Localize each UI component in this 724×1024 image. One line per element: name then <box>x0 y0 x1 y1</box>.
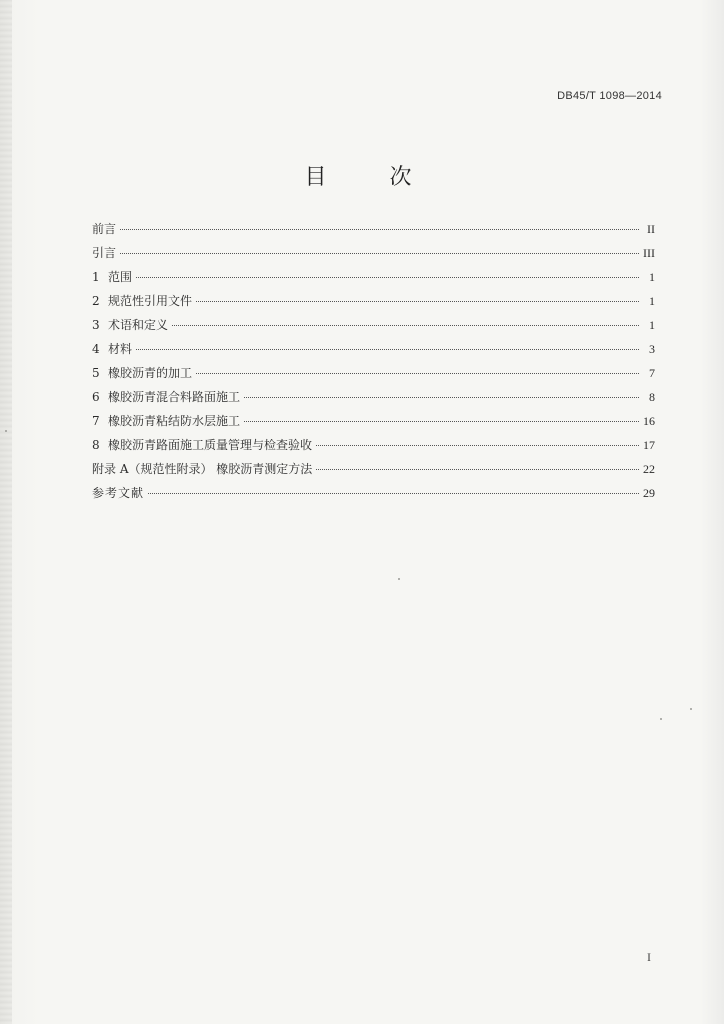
toc-dot-leader <box>136 349 639 350</box>
toc-entry-page: 22 <box>643 462 655 476</box>
scan-speck <box>690 708 692 710</box>
toc-entry-page: 1 <box>649 270 655 284</box>
toc-entry-number: 2 <box>92 294 100 308</box>
toc-entry-number: 8 <box>92 438 100 452</box>
toc-entry-label: 橡胶沥青粘结防水层施工 <box>108 414 241 428</box>
toc-dot-leader <box>316 445 639 446</box>
toc-entry-label: 前言 <box>92 222 117 236</box>
toc-entry[interactable] <box>92 268 655 292</box>
toc-entry-page: 29 <box>643 486 655 500</box>
page-number: I <box>647 950 651 964</box>
table-of-contents <box>92 220 655 508</box>
page-title: 目 次 <box>304 165 440 190</box>
toc-entry[interactable] <box>92 292 655 316</box>
toc-entry-label: 橡胶沥青路面施工质量管理与检查验收 <box>108 438 313 452</box>
toc-entry-page: III <box>643 246 655 260</box>
toc-entry-label: 附录 A（规范性附录） 橡胶沥青测定方法 <box>92 462 313 476</box>
toc-entry-page: 1 <box>649 318 655 332</box>
toc-entry[interactable] <box>92 340 655 364</box>
toc-entry-page: 16 <box>643 414 655 428</box>
scan-speck <box>398 578 400 580</box>
toc-entry-label: 规范性引用文件 <box>108 294 193 308</box>
toc-entry-label: 术语和定义 <box>108 318 169 332</box>
standard-code: DB45/T 1098—2014 <box>557 90 662 102</box>
toc-dot-leader <box>136 277 639 278</box>
toc-entry-page: 8 <box>649 390 655 404</box>
toc-entry-number: 5 <box>92 366 100 380</box>
toc-entry-page: 3 <box>649 342 655 356</box>
toc-entry-label: 引言 <box>92 246 117 260</box>
scan-edge <box>0 0 12 1024</box>
toc-entry[interactable] <box>92 460 655 484</box>
toc-entry[interactable] <box>92 436 655 460</box>
toc-entry[interactable] <box>92 316 655 340</box>
toc-dot-leader <box>120 229 639 230</box>
toc-entry-page: 17 <box>643 438 655 452</box>
toc-dot-leader <box>120 253 639 254</box>
toc-entry[interactable] <box>92 244 655 268</box>
toc-dot-leader <box>196 373 639 374</box>
toc-entry[interactable] <box>92 412 655 436</box>
toc-entry-number: 4 <box>92 342 100 356</box>
toc-entry-number: 1 <box>92 270 100 284</box>
toc-entry[interactable] <box>92 484 655 508</box>
toc-entry-label: 参考文献 <box>92 486 145 500</box>
toc-entry-label: 橡胶沥青的加工 <box>108 366 193 380</box>
toc-entry[interactable] <box>92 364 655 388</box>
scan-speck <box>660 718 662 720</box>
toc-entry-number: 6 <box>92 390 100 404</box>
toc-dot-leader <box>244 421 639 422</box>
toc-entry-page: II <box>647 222 655 236</box>
scan-speck <box>5 430 7 432</box>
toc-entry-label: 材料 <box>108 342 133 356</box>
toc-dot-leader <box>172 325 639 326</box>
toc-dot-leader <box>148 493 639 494</box>
toc-dot-leader <box>316 469 639 470</box>
toc-entry-number: 3 <box>92 318 100 332</box>
toc-entry[interactable] <box>92 220 655 244</box>
toc-entry-label: 范围 <box>108 270 133 284</box>
toc-entry-page: 1 <box>649 294 655 308</box>
toc-entry-page: 7 <box>649 366 655 380</box>
toc-entry[interactable] <box>92 388 655 412</box>
toc-entry-number: 7 <box>92 414 100 428</box>
toc-dot-leader <box>196 301 639 302</box>
toc-dot-leader <box>244 397 639 398</box>
toc-entry-label: 橡胶沥青混合料路面施工 <box>108 390 241 404</box>
